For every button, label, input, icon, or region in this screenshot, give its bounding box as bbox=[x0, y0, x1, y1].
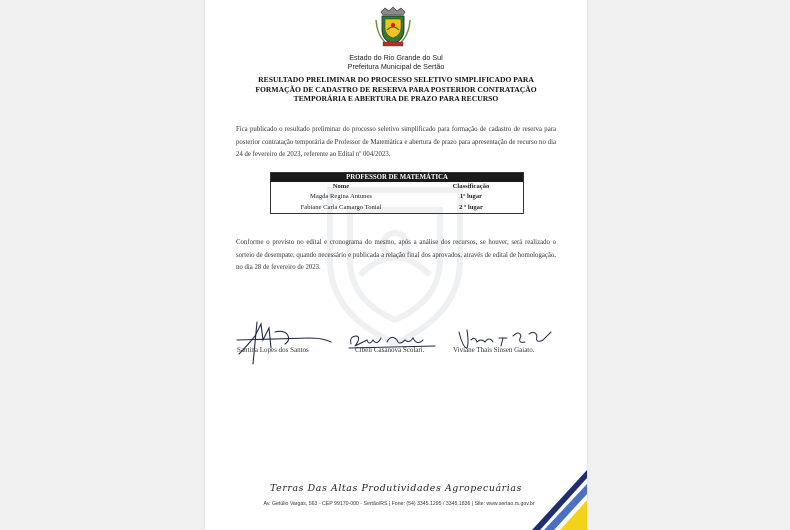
document-page bbox=[205, 0, 587, 530]
signatory-name: Santina Lopes dos Santos bbox=[237, 346, 309, 354]
signature-1-icon bbox=[235, 318, 335, 366]
column-header-rank: Classificação bbox=[452, 183, 490, 190]
intro-paragraph: Fica publicado o resultado preliminar do processo seletivo simplificado para formação de cadastro de reserva para posterior contratação temporária de Professor de Matemática e abertura de prazo para apresentação de recurso no dia 24 de fevereiro de 2023, referente ao Edital nº 004/2023. bbox=[236, 126, 556, 158]
signatory-name: Viviane Thaís Sinsen Gaiato. bbox=[453, 346, 535, 354]
table-row bbox=[271, 202, 523, 213]
signatory-name: Cibeli Casanova Scolari. bbox=[355, 346, 425, 354]
table-row bbox=[271, 191, 523, 202]
state-name: Estado do Rio Grande do Sul bbox=[349, 53, 443, 62]
municipal-coat-of-arms-icon bbox=[373, 6, 413, 48]
candidate-name: Magda Regina Antunes bbox=[310, 193, 372, 200]
title-line: RESULTADO PRELIMINAR DO PROCESSO SELETIVO SIMPLIFICADO PARA bbox=[258, 75, 534, 84]
table-header-row bbox=[271, 182, 523, 191]
candidate-rank: 2 º lugar bbox=[459, 204, 483, 211]
corner-stripes-icon bbox=[532, 470, 587, 530]
title-line: TEMPORÁRIA E ABERTURA DE PRAZO PARA RECURSO bbox=[293, 94, 499, 103]
column-header-name: Nome bbox=[332, 183, 350, 190]
candidate-rank: 1º lugar bbox=[459, 193, 483, 200]
title-line: FORMAÇÃO DE CADASTRO DE RESERVA PARA POSTERIOR CONTRATAÇÃO bbox=[255, 84, 537, 94]
prefecture-name: Prefeitura Municipal de Sertão bbox=[347, 62, 445, 71]
table-title: PROFESSOR DE MATEMÁTICA bbox=[271, 173, 523, 182]
candidate-name: Fabiane Carla Camargo Tonial bbox=[300, 204, 382, 211]
footer-address: Av. Getúlio Vargas, 563 - CEP 99170-000 - Sertão/RS | Fone: (54) 3345.1295 / 3345.1836 | Site: www.sertao.rs.gov.br bbox=[263, 501, 535, 507]
closing-paragraph: Conforme o previsto no edital e cronograma do mesmo, após a análise dos recursos, se houver, será realizado o sorteio de desempate, quando necessário e publicada a relação final dos aprovados, através de edital de homologação, no dia 28 de fevereiro de 2023. bbox=[236, 239, 556, 271]
results-table bbox=[270, 172, 524, 214]
footer-motto: Terras Das Altas Produtividades Agropecuárias bbox=[270, 483, 522, 494]
document-title bbox=[235, 75, 557, 104]
